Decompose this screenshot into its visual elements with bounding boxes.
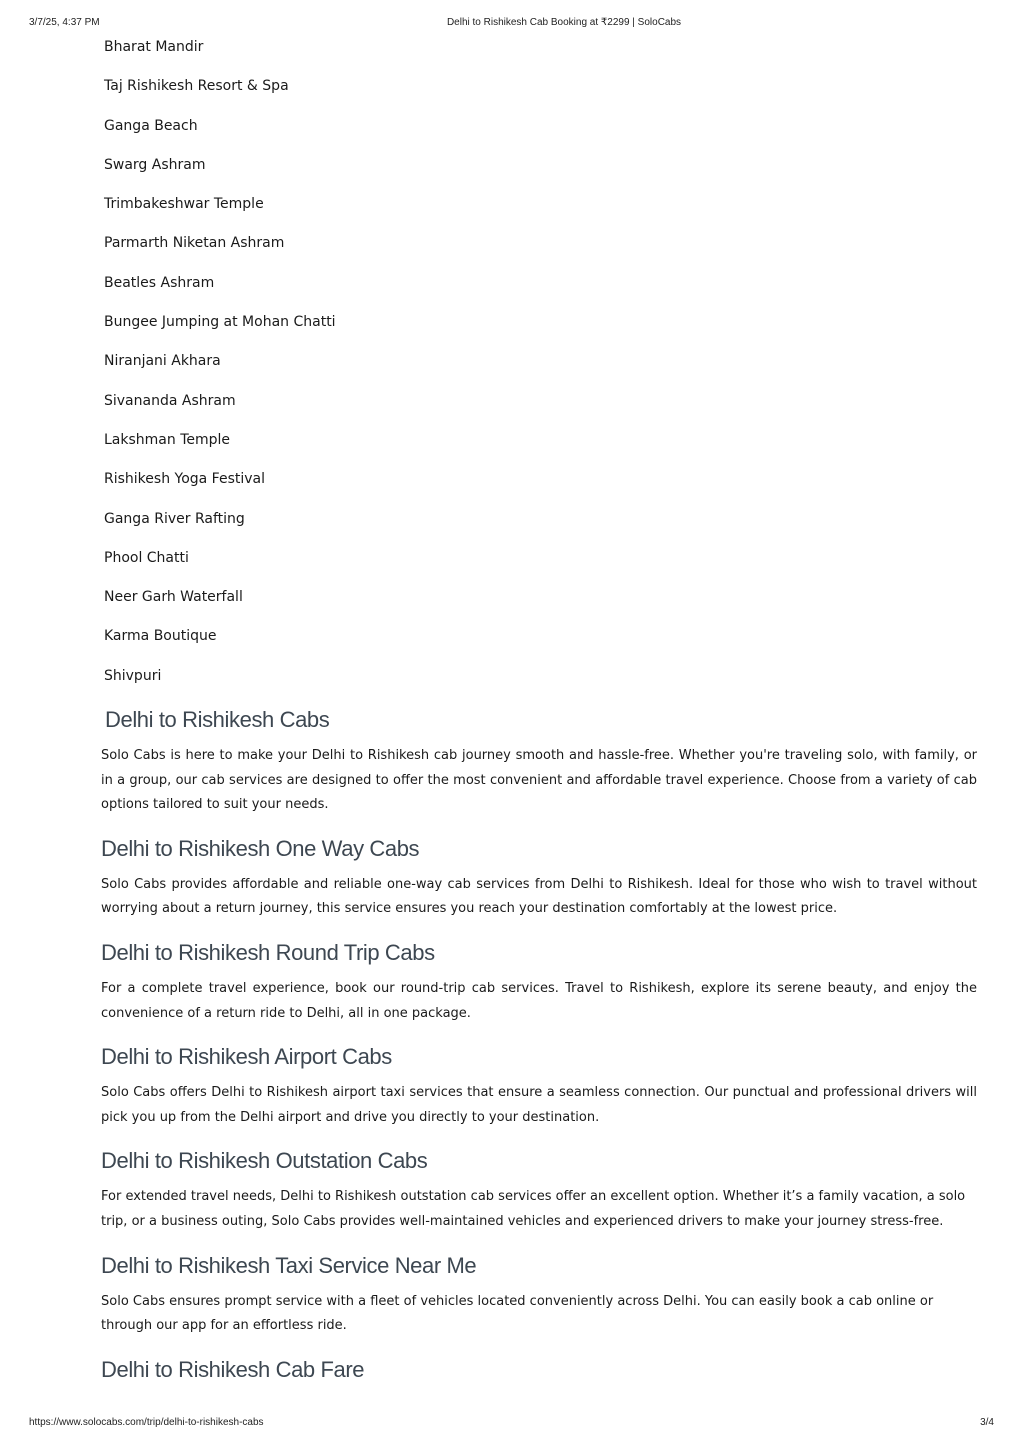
list-item: Trimbakeshwar Temple (104, 196, 264, 213)
print-footer (0, 1417, 1024, 1431)
section-body-one-way: Solo Cabs provides affordable and reliable one-way cab services from Delhi to Rishikesh. Ideal for those who wish to travel without worrying about a return journey, this service ensures you reach your destination comfortably at the lowest price. (101, 876, 977, 917)
section-heading-airport: Delhi to Rishikesh Airport Cabs (101, 1044, 392, 1070)
section-body-near-me: Solo Cabs ensures prompt service with a fleet of vehicles located conveniently across Delhi. You can easily book a cab online or through our app for an effortless ride. (101, 1293, 934, 1334)
main-content (101, 703, 977, 1394)
list-item: Neer Garh Waterfall (104, 589, 243, 606)
list-item: Lakshman Temple (104, 431, 231, 448)
list-item: Bungee Jumping at Mohan Chatti (104, 314, 336, 331)
print-page-title: Delhi to Rishikesh Cab Booking at ₹2299 | SoloCabs (446, 17, 682, 28)
section-body-round-trip: For a complete travel experience, book our round-trip cab services. Travel to Rishikesh, explore its serene beauty, and enjoy the convenience of a return ride to Delhi, all in one package. (101, 980, 977, 1021)
section-heading-one-way: Delhi to Rishikesh One Way Cabs (101, 835, 420, 861)
section-heading-outstation: Delhi to Rishikesh Outstation Cabs (101, 1148, 428, 1174)
list-item: Sivananda Ashram (104, 392, 236, 409)
list-item: Bharat Mandir (104, 39, 204, 55)
section-heading-fare: Delhi to Rishikesh Cab Fare (101, 1356, 365, 1382)
section-body-outstation: For extended travel needs, Delhi to Rishikesh outstation cab services offer an excellent option. Whether it’s a family vacation, a solo trip, or a business outing, Solo Cabs provides well-maintained vehicles and experienced drivers to make your journey stress-free. (101, 1189, 966, 1229)
list-item: Beatles Ashram (104, 274, 215, 291)
section-body-airport: Solo Cabs offers Delhi to Rishikesh airport taxi services that ensure a seamless connection. Our punctual and professional drivers will pick you up from the Delhi airport and drive you directly to your destination. (101, 1085, 977, 1125)
list-item: Rishikesh Yoga Festival (104, 471, 266, 488)
list-item: Karma Boutique (104, 628, 217, 645)
list-item: Taj Rishikesh Resort & Spa (104, 78, 289, 95)
section-heading-near-me: Delhi to Rishikesh Taxi Service Near Me (101, 1252, 477, 1278)
list-item: Phool Chatti (104, 549, 189, 566)
list-item: Niranjani Akhara (104, 353, 221, 370)
section-heading-cabs: Delhi to Rishikesh Cabs (105, 707, 330, 732)
list-item: Swarg Ashram (104, 156, 206, 173)
list-item: Ganga Beach (104, 117, 198, 134)
section-heading-round-trip: Delhi to Rishikesh Round Trip Cabs (101, 939, 435, 965)
print-header (0, 17, 1024, 31)
print-url: https://www.solocabs.com/trip/delhi-to-rishikesh-cabs (29, 1417, 264, 1428)
list-item: Parmarth Niketan Ashram (104, 235, 285, 252)
list-item: Shivpuri (104, 667, 162, 684)
section-body-cabs: Solo Cabs is here to make your Delhi to Rishikesh cab journey smooth and hassle-free. Whether you're traveling solo, with family, or in a group, our cab services are designed to offer the most convenient and affordable travel experience. Choose from a variety of cab options tailored to suit your needs. (101, 748, 977, 813)
list-item: Ganga River Rafting (104, 510, 245, 527)
page-number: 3/4 (980, 1417, 994, 1428)
print-date: 3/7/25, 4:37 PM (29, 17, 100, 28)
places-list (104, 38, 336, 706)
